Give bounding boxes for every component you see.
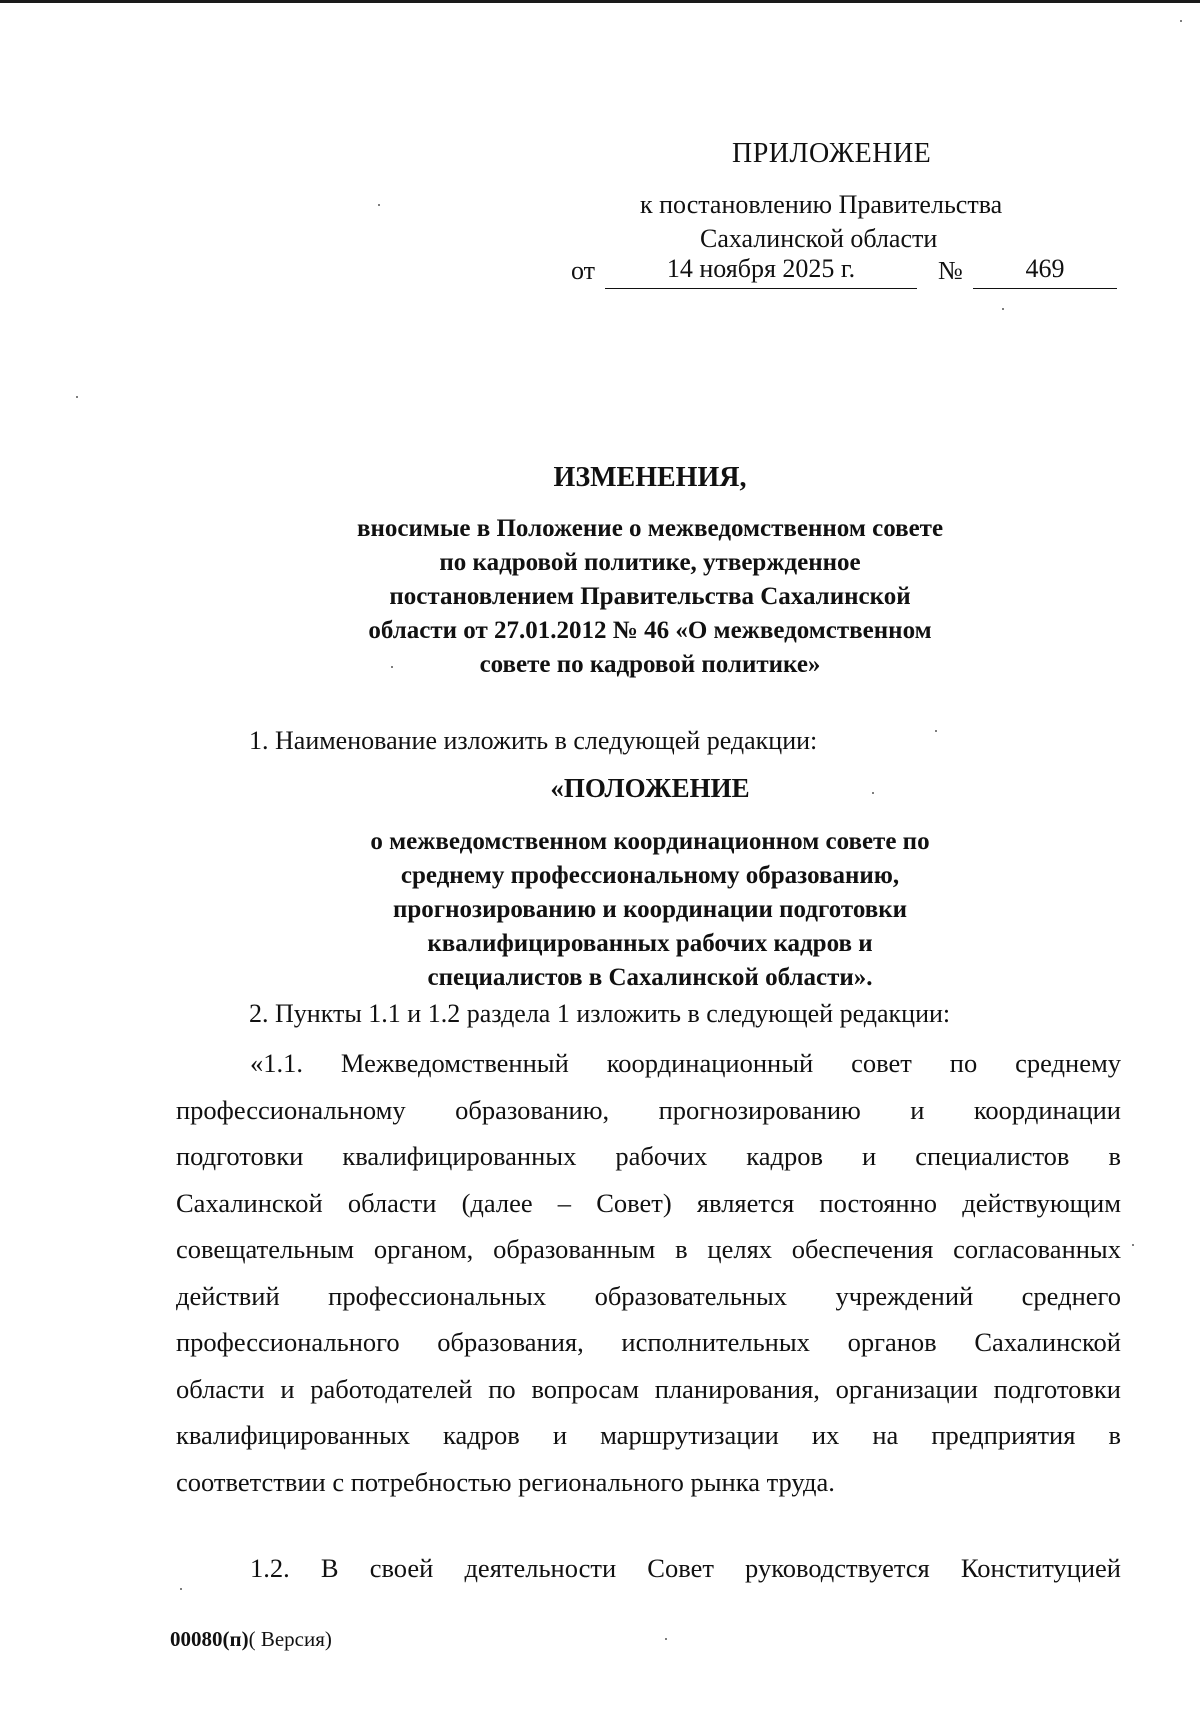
paragraph-1-2 bbox=[176, 1545, 1121, 1592]
item-2: 2. Пункты 1.1 и 1.2 раздела 1 изложить в следующей редакции: bbox=[249, 999, 951, 1028]
appendix-title: ПРИЛОЖЕНИЕ bbox=[732, 138, 932, 169]
paragraph-line: 1.2. В своей деятельности Совет руководствуется Конституцией bbox=[250, 1553, 1121, 1583]
paragraph-line: совещательным органом, образованным в целях обеспечения согласованных bbox=[176, 1234, 1121, 1264]
date-number-row bbox=[571, 254, 1117, 294]
regulation-title: «ПОЛОЖЕНИЕ bbox=[550, 773, 750, 803]
scan-speck bbox=[1180, 20, 1182, 22]
footer-version: ( Версия) bbox=[248, 1627, 332, 1651]
regulation-subtitle-line: среднему профессиональному образованию, bbox=[400, 862, 900, 889]
paragraph-line: подготовки квалифицированных рабочих кадров и специалистов в bbox=[176, 1141, 1121, 1171]
regulation-subtitle bbox=[300, 825, 1000, 995]
date-prefix: от bbox=[571, 256, 596, 285]
regulation-subtitle-line: специалистов в Сахалинской области». bbox=[427, 964, 873, 991]
changes-title: ИЗМЕНЕНИЯ, bbox=[553, 462, 747, 493]
paragraph-line: «1.1. Межведомственный координационный совет по среднему bbox=[250, 1048, 1121, 1078]
number-sign: № bbox=[938, 256, 963, 285]
paragraph-line: профессионального образования, исполнительных органов Сахалинской bbox=[176, 1327, 1121, 1357]
changes-subtitle-line: вносимые в Положение о межведомственном совете bbox=[356, 515, 944, 542]
decree-number: 469 bbox=[973, 254, 1117, 289]
changes-subtitle-line: постановлением Правительства Сахалинской bbox=[389, 583, 911, 610]
scan-speck bbox=[180, 1588, 182, 1590]
changes-subtitle-line: совете по кадровой политике» bbox=[479, 651, 821, 678]
scan-speck bbox=[1132, 1244, 1134, 1246]
scan-speck bbox=[872, 792, 874, 794]
decree-date: 14 ноября 2025 г. bbox=[605, 254, 917, 289]
paragraph-line: Сахалинской области (далее – Совет) является постоянно действующим bbox=[176, 1187, 1121, 1218]
regulation-subtitle-line: квалифицированных рабочих кадров и bbox=[427, 930, 873, 957]
changes-subtitle bbox=[300, 512, 1000, 682]
scan-speck bbox=[935, 730, 937, 732]
footer-code: 00080(п) bbox=[170, 1627, 249, 1651]
footer-document-code bbox=[170, 1627, 332, 1652]
paragraph-line: квалифицированных кадров и маршрутизации их на предприятия в bbox=[176, 1420, 1121, 1450]
scan-speck bbox=[76, 396, 78, 398]
regulation-subtitle-line: прогнозированию и координации подготовки bbox=[392, 896, 908, 923]
regulation-subtitle-line: о межведомственном координационном совете по bbox=[370, 828, 930, 855]
paragraph-line: профессиональному образованию, прогнозированию и координации bbox=[176, 1094, 1121, 1125]
paragraph-line: соответствии с потребностью регионального рынка труда. bbox=[176, 1466, 835, 1497]
changes-subtitle-line: области от 27.01.2012 № 46 «О межведомственном bbox=[368, 617, 932, 644]
changes-subtitle-line: по кадровой политике, утвержденное bbox=[439, 549, 861, 576]
paragraph-1-1 bbox=[176, 1040, 1121, 1505]
decree-reference-line-2: Сахалинской области bbox=[700, 224, 938, 253]
scan-speck bbox=[378, 204, 380, 206]
decree-reference-line-1: к постановлению Правительства bbox=[640, 190, 1003, 219]
paragraph-line: действий профессиональных образовательных учреждений среднего bbox=[176, 1280, 1121, 1311]
scan-speck bbox=[665, 1638, 667, 1640]
paragraph-line: области и работодателей по вопросам планирования, организации подготовки bbox=[176, 1373, 1121, 1404]
scan-speck bbox=[391, 666, 393, 668]
scan-speck bbox=[1002, 308, 1004, 310]
item-1: 1. Наименование изложить в следующей редакции: bbox=[249, 726, 818, 755]
